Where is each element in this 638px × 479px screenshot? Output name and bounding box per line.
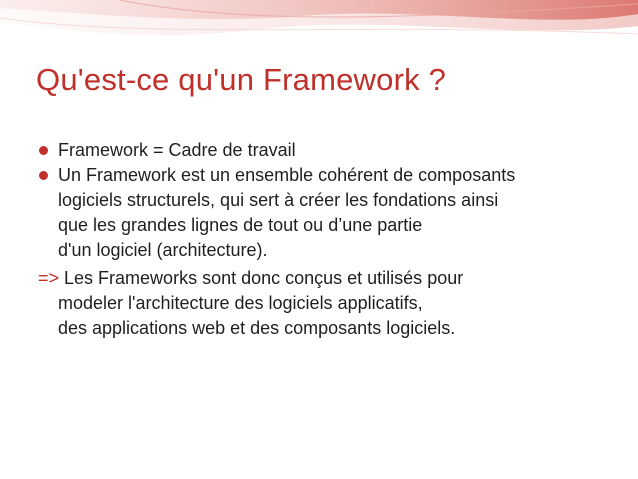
bullet-dot-icon <box>39 146 48 155</box>
conclusion-block <box>38 266 608 341</box>
slide-title: Qu'est-ce qu'un Framework ? <box>36 62 447 97</box>
bullet-item <box>38 163 608 263</box>
bullet-line: logiciels structurels, qui sert à créer les fondations ainsi <box>58 190 499 210</box>
bullet-line: que les grandes lignes de tout ou d’une partie <box>58 215 423 235</box>
bullet-dot-icon <box>39 171 48 180</box>
bullet-line: Framework = Cadre de travail <box>58 140 296 160</box>
header-swoosh-decoration <box>0 0 638 70</box>
conclusion-line: Les Frameworks sont donc conçus et utilisés pour <box>59 268 464 288</box>
bullet-line: Un Framework est un ensemble cohérent de composants <box>58 165 516 185</box>
bullet-item <box>38 138 608 163</box>
bullet-line: d'un logiciel (architecture). <box>58 240 268 260</box>
conclusion-line: modeler l'architecture des logiciels applicatifs, <box>58 293 423 313</box>
conclusion-first-line <box>38 266 608 291</box>
arrow-marker: => <box>38 268 60 288</box>
slide-body <box>38 138 608 341</box>
conclusion-line: des applications web et des composants logiciels. <box>58 318 456 338</box>
